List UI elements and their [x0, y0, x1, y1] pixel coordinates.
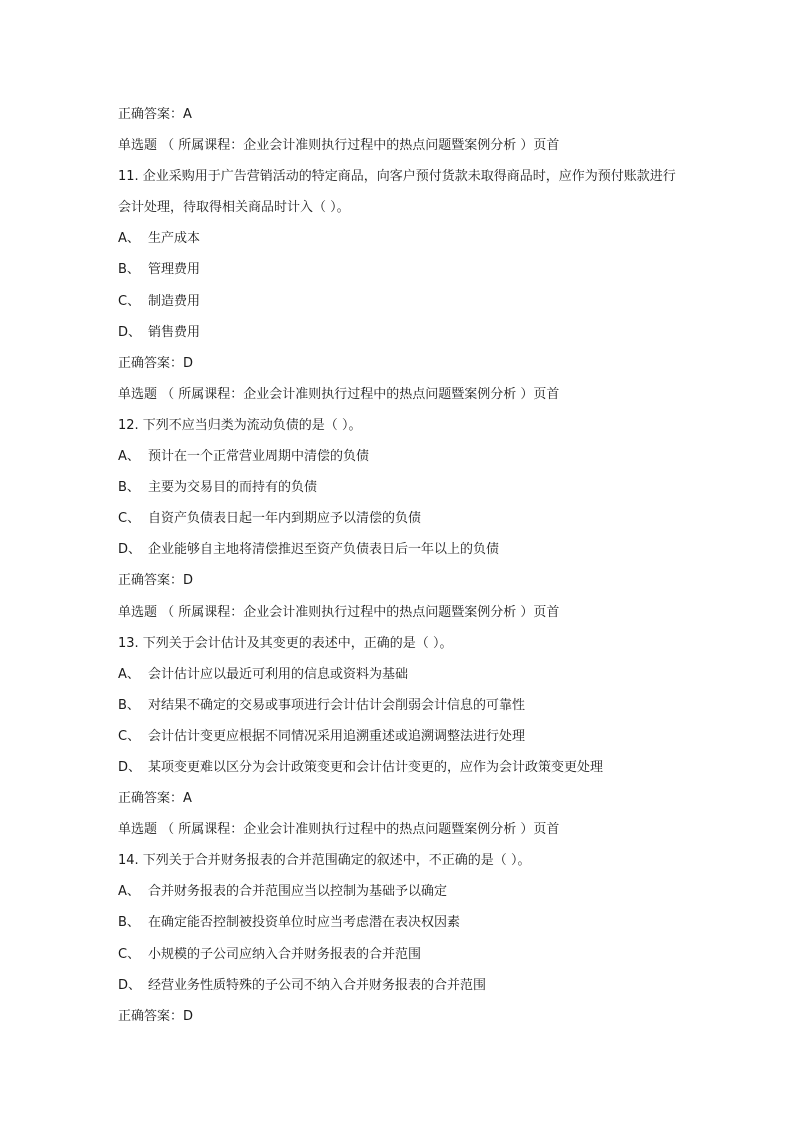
option-text: 主要为交易目的而持有的负债 [148, 480, 318, 496]
option-letter: C、 [118, 511, 141, 527]
option-text: 对结果不确定的交易或事项进行会计估计会削弱会计信息的可靠性 [148, 697, 526, 713]
option-letter: A、 [118, 666, 140, 682]
option-c [118, 503, 678, 534]
option-letter: D、 [118, 324, 142, 340]
question-header: 单选题 （ 所属课程：企业会计准则执行过程中的热点问题暨案例分析 ）页首 [118, 138, 560, 154]
option-a [118, 441, 678, 472]
option-a [118, 223, 678, 254]
option-text: 预计在一个正常营业周期中清偿的负债 [148, 449, 370, 465]
option-letter: D、 [118, 759, 142, 775]
option-d [118, 317, 678, 348]
option-text: 在确定能否控制被投资单位时应当考虑潜在表决权因素 [148, 915, 461, 931]
answer-line: 正确答案：D [118, 1008, 194, 1024]
option-text: 生产成本 [148, 231, 201, 247]
option-letter: A、 [118, 449, 140, 465]
option-b [118, 690, 678, 721]
option-text: 自资产负债表日起一年内到期应予以清偿的负债 [148, 511, 422, 527]
answer-line: 正确答案：A [118, 107, 192, 122]
option-d [118, 534, 678, 565]
question-block [118, 130, 678, 379]
option-letter: D、 [118, 542, 142, 558]
answer-line: 正确答案：A [118, 791, 192, 807]
question-text: 13. 下列关于会计估计及其变更的表述中，正确的是（ ）。 [118, 635, 453, 651]
option-letter: A、 [118, 884, 140, 900]
option-c [118, 721, 678, 752]
option-c [118, 939, 678, 970]
option-letter: D、 [118, 977, 142, 993]
option-a [118, 876, 678, 907]
option-a [118, 659, 678, 690]
option-letter: B、 [118, 262, 140, 278]
option-letter: B、 [118, 915, 140, 931]
option-d [118, 752, 678, 783]
option-text: 小规模的子公司应纳入合并财务报表的合并范围 [148, 946, 422, 962]
question-header: 单选题 （ 所属课程：企业会计准则执行过程中的热点问题暨案例分析 ）页首 [118, 604, 560, 620]
option-b [118, 907, 678, 938]
option-letter: B、 [118, 480, 140, 496]
question-header: 单选题 （ 所属课程：企业会计准则执行过程中的热点问题暨案例分析 ）页首 [118, 822, 560, 838]
option-text: 经营业务性质特殊的子公司不纳入合并财务报表的合并范围 [148, 977, 487, 993]
option-letter: B、 [118, 697, 140, 713]
question-text: 11. 企业采购用于广告营销活动的特定商品，向客户预付货款未取得商品时，应作为预付账款进行会计处理，待取得相关商品时计入（ ）。 [118, 169, 676, 216]
answer-line: 正确答案：D [118, 573, 194, 589]
option-c [118, 286, 678, 317]
option-letter: C、 [118, 293, 141, 309]
option-letter: C、 [118, 946, 141, 962]
option-text: 会计估计变更应根据不同情况采用追溯重述或追溯调整法进行处理 [148, 728, 526, 744]
question-header: 单选题 （ 所属课程：企业会计准则执行过程中的热点问题暨案例分析 ）页首 [118, 386, 560, 402]
option-text: 制造费用 [148, 293, 201, 309]
option-text: 销售费用 [148, 324, 201, 340]
question-block [118, 597, 678, 815]
question-block [118, 814, 678, 1032]
option-text: 某项变更难以区分为会计政策变更和会计估计变更的，应作为会计政策变更处理 [148, 759, 604, 775]
answer-line: 正确答案：D [118, 355, 194, 371]
option-b [118, 254, 678, 285]
option-d [118, 970, 678, 1001]
option-text: 管理费用 [148, 262, 201, 278]
document-page [118, 99, 678, 1032]
option-b [118, 472, 678, 503]
question-text: 12. 下列不应当归类为流动负债的是（ ）。 [118, 417, 362, 433]
option-text: 企业能够自主地将清偿推迟至资产负债表日后一年以上的负债 [148, 542, 500, 558]
question-block [118, 379, 678, 597]
question-text: 14. 下列关于合并财务报表的合并范围确定的叙述中，不正确的是（ ）。 [118, 853, 531, 869]
option-text: 会计估计应以最近可利用的信息或资料为基础 [148, 666, 409, 682]
option-letter: A、 [118, 231, 140, 247]
option-text: 合并财务报表的合并范围应当以控制为基础予以确定 [148, 884, 448, 900]
option-letter: C、 [118, 728, 141, 744]
